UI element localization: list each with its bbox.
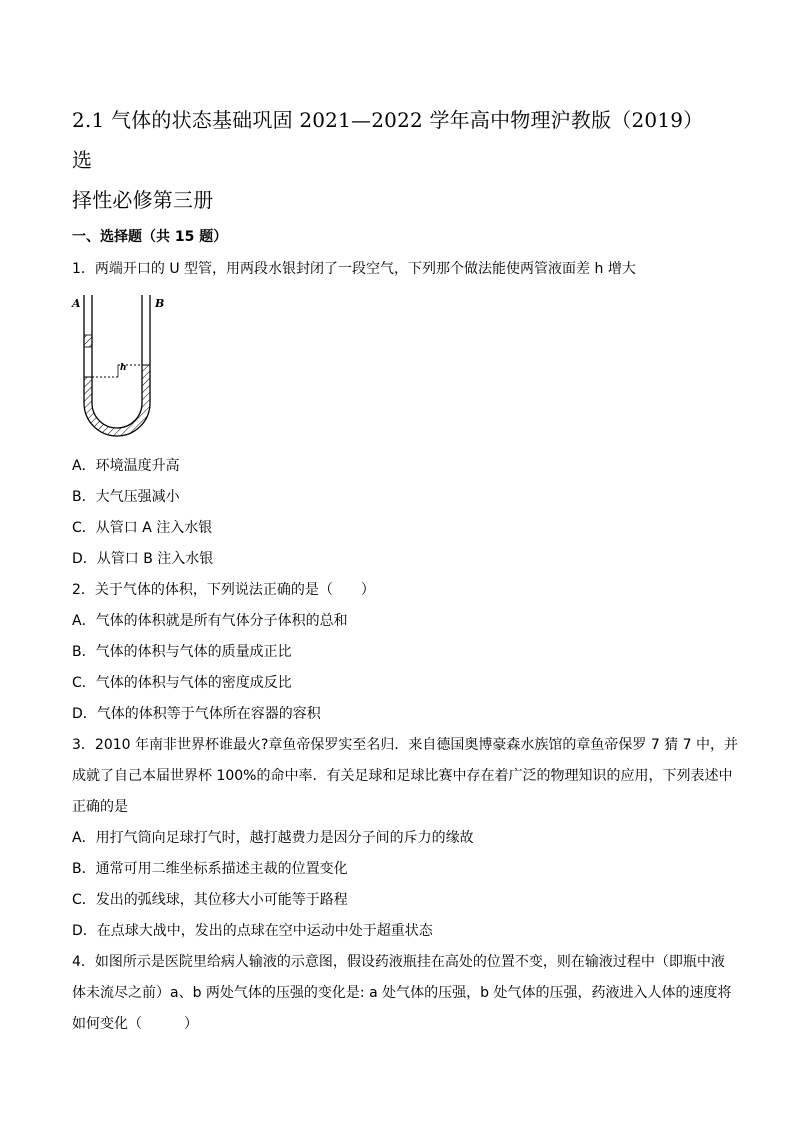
question-1-option-d: D．从管口 B 注入水银 [72, 551, 214, 567]
question-3-stem-line-1: 3．2010 年南非世界杯谁最火?章鱼帝保罗实至名归．来自德国奥博豪森水族馆的章鱼帝保罗 7 猜 7 中，并 [72, 737, 739, 753]
section-heading: 一、选择题（共 15 题） [72, 229, 228, 245]
tube-inner-wall [92, 295, 142, 428]
document-page [72, 100, 739, 1040]
question-1-option-c: C．从管口 A 注入水银 [72, 520, 213, 536]
question-1-stem: 1．两端开口的 U 型管，用两段水银封闭了一段空气，下列那个做法能使两管液面差 h 增大 [72, 261, 636, 277]
label-a: A [72, 297, 81, 310]
question-2-stem: 2．关于气体的体积，下列说法正确的是（ ） [72, 582, 375, 598]
question-4-stem-line-1: 4．如图所示是医院里给病人输液的示意图，假设药液瓶挂在高处的位置不变，则在输液过程中（即瓶中液 [72, 954, 725, 970]
question-1-option-b: B．大气压强减小 [72, 489, 180, 505]
question-3-option-a: A．用打气筒向足球打气时，越打越费力是因分子间的斥力的缘故 [72, 830, 474, 846]
question-4-stem-line-3: 如何变化（ ） [72, 1016, 198, 1032]
question-3 [72, 730, 739, 947]
label-b: B [155, 297, 165, 310]
question-3-stem-line-3: 正确的是 [72, 799, 128, 815]
u-tube-figure [72, 293, 165, 441]
mercury-bottom [84, 365, 150, 436]
title-line-2: 择性必修第三册 [72, 188, 214, 212]
mercury-top-slug [84, 335, 92, 347]
question-2-option-b: B．气体的体积与气体的质量成正比 [72, 644, 292, 660]
label-h: h [120, 363, 127, 373]
question-1-option-a: A．环境温度升高 [72, 458, 180, 474]
question-2-option-d: D．气体的体积等于气体所在容器的容积 [72, 706, 321, 722]
document-title [72, 100, 722, 220]
question-1 [72, 254, 722, 575]
question-3-option-c: C．发出的弧线球，其位移大小可能等于路程 [72, 892, 348, 908]
question-3-stem-line-2: 成就了自己本届世界杯 100%的命中率．有关足球和足球比赛中存在着广泛的物理知识的应用，下列表述中 [72, 768, 733, 784]
question-3-option-d: D．在点球大战中，发出的点球在空中运动中处于超重状态 [72, 923, 433, 939]
question-3-option-b: B．通常可用二维坐标系描述主裁的位置变化 [72, 861, 348, 877]
question-4-stem-line-2: 体未流尽之前）a、b 两处气体的压强的变化是: a 处气体的压强，b 处气体的压强，药液进入人体的速度将 [72, 985, 732, 1001]
question-2 [72, 575, 722, 730]
question-2-option-c: C．气体的体积与气体的密度成反比 [72, 675, 292, 691]
title-line-1: 2.1 气体的状态基础巩固 2021—2022 学年高中物理沪教版（2019）选 [72, 108, 704, 172]
question-2-option-a: A．气体的体积就是所有气体分子体积的总和 [72, 613, 348, 629]
question-4 [72, 947, 732, 1040]
u-tube-diagram [72, 293, 165, 441]
